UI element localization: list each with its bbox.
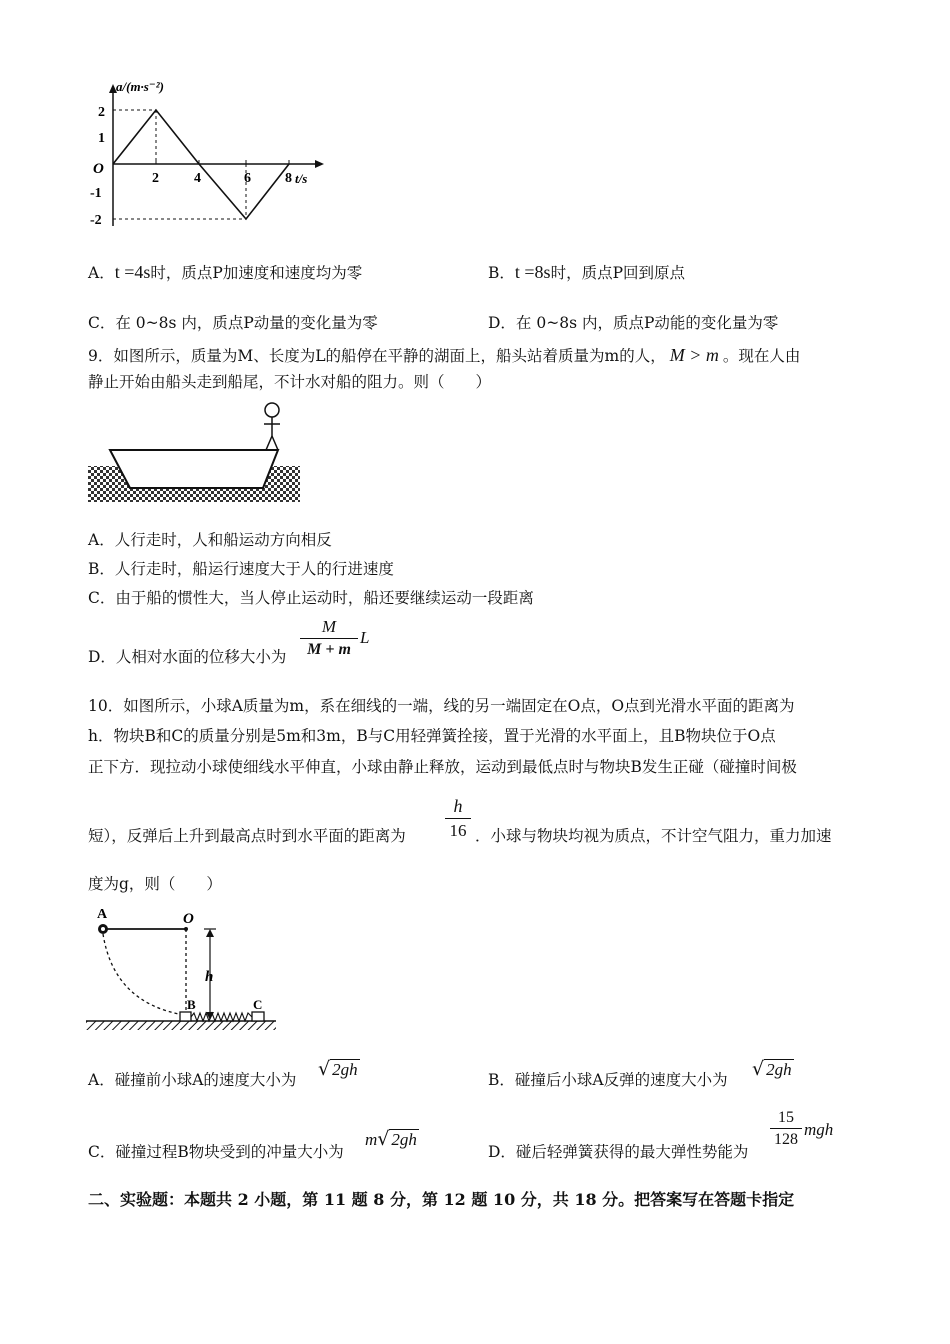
x-tick-8: 8: [285, 171, 292, 186]
label-c: C: [253, 997, 263, 1012]
person-head: [265, 403, 279, 417]
q9-d-denominator: M + m: [307, 641, 351, 658]
q9-d-numerator: M: [300, 616, 358, 639]
q9-option-a: A．人行走时，人和船运动方向相反: [88, 531, 332, 549]
q8-option-d: D．在 0~8s 内，质点P动能的变化量为零: [488, 314, 779, 332]
label-h: h: [205, 969, 214, 985]
q10-stem-line1: 10．如图所示，小球A质量为m，系在细线的一端，线的另一端固定在O点，O点到光滑水平面的距离为: [88, 697, 795, 715]
q9-option-b: B．人行走时，船运行速度大于人的行进速度: [88, 560, 394, 578]
q10-option-c-value: m√ 2gh: [365, 1128, 417, 1150]
acceleration-time-graph: [86, 76, 331, 236]
person-leg-left: [266, 436, 272, 450]
q8-option-a: A．t =4s时，质点P加速度和速度均为零: [88, 262, 363, 282]
q10-stem-line4: 短），反弹后上升到最高点时到水平面的距离为: [88, 827, 406, 845]
block-c: [252, 1012, 264, 1021]
pendulum-spring-figure: [86, 903, 278, 1035]
spring: [191, 1013, 252, 1021]
q10-option-d-tail: mgh: [804, 1120, 834, 1139]
q10-option-d: D．碰后轻弹簧获得的最大弹性势能为: [488, 1143, 749, 1161]
q10-d-numerator: 15: [770, 1108, 802, 1129]
q9-option-c: C．由于船的惯性大，当人停止运动时，船还要继续运动一段距离: [88, 589, 534, 607]
q9-d-fraction: [300, 616, 358, 661]
q8-option-b: B．t =8s时，质点P回到原点: [488, 262, 685, 282]
boat-figure: [88, 398, 303, 504]
q10-frac-denominator: 16: [449, 821, 467, 840]
y-axis-label: a/(m·s⁻²): [116, 79, 164, 94]
label-b: B: [187, 997, 196, 1012]
label-a: A: [97, 907, 108, 922]
swing-path: [103, 934, 184, 1015]
q10-option-a-value: √ 2gh: [318, 1058, 358, 1080]
q10-option-c: C．碰撞过程B物块受到的冲量大小为: [88, 1143, 344, 1161]
block-b: [180, 1012, 191, 1021]
q8-option-c: C．在 0~8s 内，质点P动量的变化量为零: [88, 314, 378, 332]
ground-hatch: [86, 1021, 276, 1030]
x-tick-2: 2: [152, 171, 159, 186]
boat-hull: [110, 450, 278, 488]
y-tick-minus-2: -2: [90, 213, 102, 228]
q10-option-b-value: √ 2gh: [752, 1058, 792, 1080]
x-axis-arrow: [315, 160, 324, 168]
q10-stem-line4-end: ．小球与物块均视为质点，不计空气阻力，重力加速: [475, 827, 832, 845]
q10-option-d-fraction: [770, 1108, 802, 1151]
x-tick-6: 6: [244, 171, 251, 186]
origin-label: O: [93, 161, 104, 177]
q10-option-b: B．碰撞后小球A反弹的速度大小为: [488, 1071, 728, 1089]
q10-frac-numerator: h: [445, 794, 471, 819]
q10-d-denominator: 128: [774, 1131, 798, 1148]
q10-stem-line5: 度为g，则（ ）: [88, 875, 222, 893]
q10-height-fraction: [445, 794, 471, 843]
q10-stem-line2: h．物块B和C的质量分别是5m和3m，B与C用轻弹簧拴接，置于光滑的水平面上，且B物块位于O点: [88, 727, 776, 745]
q9-d-tail: L: [360, 628, 370, 647]
pivot-o: [184, 927, 188, 931]
q10-stem-line3: 正下方．现拉动小球使细线水平伸直，小球由静止释放，运动到最低点时与物块B发生正碰（碰撞时间极: [88, 758, 797, 776]
x-axis-label: t/s: [295, 171, 308, 186]
q9-stem-line2: 静止开始由船头走到船尾，不计水对船的阻力。则（ ）: [88, 373, 492, 391]
section-2-heading: 二、实验题：本题共 2 小题，第 11 题 8 分，第 12 题 10 分，共 18 分。把答案写在答题卡指定: [88, 1190, 795, 1209]
person-leg-right: [272, 436, 278, 450]
y-tick-1: 1: [98, 131, 105, 146]
q9-stem-line1: 9．如图所示，质量为M、长度为L的船停在平静的湖面上，船头站着质量为m的人， M > m 。现在人由: [88, 345, 801, 365]
y-tick-minus-1: -1: [90, 186, 102, 201]
q9-option-d: D．人相对水面的位移大小为: [88, 648, 287, 666]
label-o: O: [183, 911, 194, 927]
y-tick-2: 2: [98, 105, 105, 120]
x-tick-4: 4: [194, 171, 201, 186]
q10-option-a: A．碰撞前小球A的速度大小为: [88, 1071, 297, 1089]
